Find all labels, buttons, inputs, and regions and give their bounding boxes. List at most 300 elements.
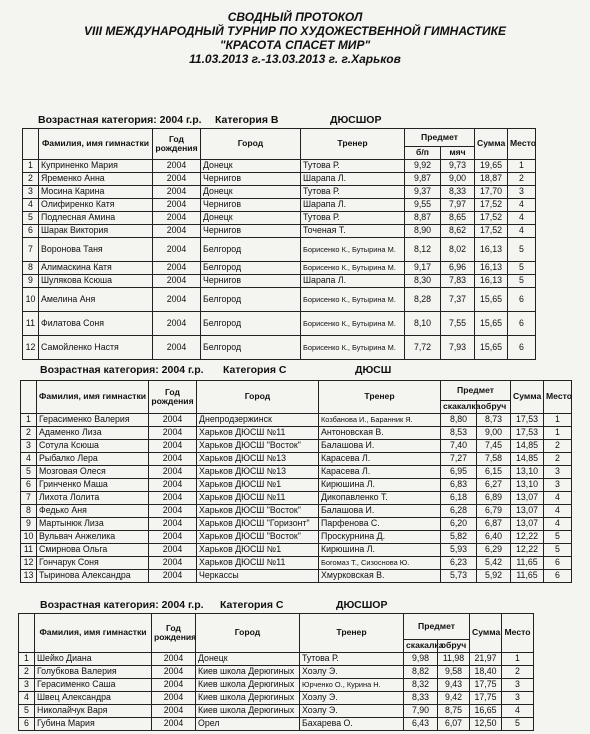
score-apparatus-1: 8,12	[405, 238, 441, 262]
total-score: 13,10	[511, 466, 544, 479]
coach: Кирюшина Л.	[319, 479, 441, 492]
name-header: Фамилия, имя гимнастки	[35, 614, 152, 653]
score-apparatus-2: 6,96	[441, 262, 475, 275]
name-header: Фамилия, имя гимнастки	[39, 129, 153, 160]
place: 2	[544, 440, 572, 453]
place: 4	[502, 705, 534, 718]
gymnast-name: Филатова Соня	[39, 312, 153, 336]
table-row	[23, 275, 536, 288]
birth-year: 2004	[149, 466, 197, 479]
coach: Борисенко К., Бутырина М.	[301, 336, 405, 360]
total-score: 15,65	[475, 336, 508, 360]
coach: Хоэлу Э.	[300, 692, 404, 705]
row-number: 4	[19, 692, 35, 705]
city: Днепродзержинск	[197, 414, 319, 427]
tournament-motto: "КРАСОТА СПАСЕТ МИР"	[219, 38, 371, 52]
total-score: 19,65	[475, 160, 508, 173]
place: 2	[508, 173, 536, 186]
gymnast-name: Олифиренко Катя	[39, 199, 153, 212]
total-score: 13,10	[511, 479, 544, 492]
place: 5	[544, 544, 572, 557]
row-number: 13	[21, 570, 37, 583]
city: Киев школа Дерюгиных	[196, 705, 300, 718]
coach: Шарапа Л.	[301, 275, 405, 288]
birth-year: 2004	[149, 492, 197, 505]
birth-year: 2004	[149, 453, 197, 466]
coach: Тутова Р.	[300, 653, 404, 666]
row-number: 2	[21, 427, 37, 440]
city: Харьков ДЮСШ №13	[197, 453, 319, 466]
gymnast-name: Яременко Анна	[39, 173, 153, 186]
table-row	[21, 479, 572, 492]
birth-year: 2004	[149, 440, 197, 453]
total-score: 16,13	[475, 275, 508, 288]
score-apparatus-2: 7,45	[477, 440, 511, 453]
table-row	[21, 440, 572, 453]
row-number: 10	[21, 531, 37, 544]
total-score: 14,85	[511, 453, 544, 466]
coach: Проскурнина Д.	[319, 531, 441, 544]
coach: Тутова Р.	[301, 160, 405, 173]
score-apparatus-2: 8,02	[441, 238, 475, 262]
city: Харьков ДЮСШ "Восток"	[197, 505, 319, 518]
score-apparatus-1: 6,83	[441, 479, 477, 492]
city: Харьков ДЮСШ №11	[197, 427, 319, 440]
city: Донецк	[201, 212, 301, 225]
category-label: Категория С	[223, 364, 287, 376]
birth-year: 2004	[149, 505, 197, 518]
city-header: Город	[196, 614, 300, 653]
city: Харьков ДЮСШ "Восток"	[197, 531, 319, 544]
coach: Балашова И.	[319, 440, 441, 453]
birth-year: 2004	[153, 336, 201, 360]
coach: Козбанова И., Баранник Я.	[319, 414, 441, 427]
coach: Хоэлу Э.	[300, 666, 404, 679]
apparatus-1-header: скакалка	[441, 401, 477, 414]
city: Киев школа Дерюгиных	[196, 666, 300, 679]
gymnast-name: Куприненко Мария	[39, 160, 153, 173]
birth-year: 2004	[149, 518, 197, 531]
coach: Хмурковская В.	[319, 570, 441, 583]
table-row	[21, 518, 572, 531]
table-row	[23, 288, 536, 312]
score-apparatus-1: 7,72	[405, 336, 441, 360]
birth-year: 2004	[149, 414, 197, 427]
row-number: 5	[21, 466, 37, 479]
row-number: 12	[21, 557, 37, 570]
birth-year: 2004	[152, 705, 196, 718]
place: 1	[502, 653, 534, 666]
score-apparatus-2: 6,15	[477, 466, 511, 479]
total-score: 15,65	[475, 288, 508, 312]
school-type: ДЮСШ	[355, 364, 392, 376]
gymnast-name: Алимаскина Катя	[39, 262, 153, 275]
gymnast-name: Амелина Аня	[39, 288, 153, 312]
birth-year: 2004	[152, 692, 196, 705]
score-apparatus-2: 9,58	[438, 666, 470, 679]
city: Харьков ДЮСШ №11	[197, 557, 319, 570]
coach-header: Тренер	[301, 129, 405, 160]
gymnast-name: Гончарук Соня	[37, 557, 149, 570]
city: Киев школа Дерюгиных	[196, 692, 300, 705]
gymnast-name: Мартынюк Лиза	[37, 518, 149, 531]
score-apparatus-2: 5,42	[477, 557, 511, 570]
row-number: 3	[23, 186, 39, 199]
gymnast-name: Сотула Ксюша	[37, 440, 149, 453]
place: 5	[544, 531, 572, 544]
score-apparatus-1: 7,90	[404, 705, 438, 718]
score-apparatus-2: 7,55	[441, 312, 475, 336]
city: Чернигов	[201, 225, 301, 238]
score-apparatus-1: 8,30	[405, 275, 441, 288]
row-number: 6	[21, 479, 37, 492]
row-number: 1	[23, 160, 39, 173]
score-apparatus-2: 7,83	[441, 275, 475, 288]
place: 2	[544, 453, 572, 466]
place: 5	[508, 275, 536, 288]
birth-year: 2004	[152, 718, 196, 731]
gymnast-name: Мосина Карина	[39, 186, 153, 199]
city: Донецк	[196, 653, 300, 666]
score-apparatus-1: 7,27	[441, 453, 477, 466]
row-number: 7	[23, 238, 39, 262]
place: 3	[502, 692, 534, 705]
birth-year: 2004	[153, 199, 201, 212]
city: Харьков ДЮСШ №1	[197, 479, 319, 492]
total-score: 12,22	[511, 544, 544, 557]
tournament-dates: 11.03.2013 г.-13.03.2013 г. г.Харьков	[189, 52, 401, 66]
gymnast-name: Герасименко Саша	[35, 679, 152, 692]
birth-year: 2004	[153, 275, 201, 288]
birth-year: 2004	[153, 288, 201, 312]
birth-year: 2004	[152, 653, 196, 666]
city: Белгород	[201, 312, 301, 336]
place: 3	[508, 186, 536, 199]
age-category: Возрастная категория: 2004 г.р.	[40, 364, 204, 376]
score-apparatus-2: 6,07	[438, 718, 470, 731]
coach: Борисенко К., Бутырина М.	[301, 288, 405, 312]
coach: Антоновская В.	[319, 427, 441, 440]
apparatus-header: Предмет	[405, 129, 475, 147]
score-apparatus-2: 9,00	[477, 427, 511, 440]
place-header: Место	[544, 381, 572, 414]
total-score: 18,87	[475, 173, 508, 186]
table-row	[23, 212, 536, 225]
gymnast-name: Вульвач Анжелика	[37, 531, 149, 544]
header-row	[21, 381, 572, 401]
row-number: 3	[21, 440, 37, 453]
results-table	[20, 380, 572, 583]
score-apparatus-2: 11,98	[438, 653, 470, 666]
birth-year: 2004	[153, 160, 201, 173]
score-apparatus-2: 8,33	[441, 186, 475, 199]
apparatus-1-header: скакалка	[404, 640, 438, 653]
table-row	[19, 692, 534, 705]
score-apparatus-1: 9,98	[404, 653, 438, 666]
total-score: 13,07	[511, 492, 544, 505]
city: Харьков ДЮСШ №13	[197, 466, 319, 479]
category-label: Категория С	[220, 599, 284, 611]
score-apparatus-1: 8,53	[441, 427, 477, 440]
birth-year: 2004	[153, 173, 201, 186]
coach: Борисенко К., Бутырина М.	[301, 312, 405, 336]
city: Белгород	[201, 336, 301, 360]
place: 3	[544, 479, 572, 492]
sum-header: Сумма	[475, 129, 508, 160]
coach: Кирюшина Л.	[319, 544, 441, 557]
birth-year: 2004	[149, 427, 197, 440]
total-score: 17,52	[475, 199, 508, 212]
school-type: ДЮСШОР	[330, 114, 382, 126]
place: 6	[544, 557, 572, 570]
table-row	[19, 666, 534, 679]
gymnast-name: Тыринова Александра	[37, 570, 149, 583]
gymnast-name: Лихота Лолита	[37, 492, 149, 505]
coach: Хоэлу Э.	[300, 705, 404, 718]
score-apparatus-2: 6,79	[477, 505, 511, 518]
city: Чернигов	[201, 173, 301, 186]
gymnast-name: Шейко Диана	[35, 653, 152, 666]
gymnast-name: Губина Мария	[35, 718, 152, 731]
score-apparatus-1: 8,90	[405, 225, 441, 238]
gymnast-name: Гринченко Маша	[37, 479, 149, 492]
score-apparatus-2: 7,93	[441, 336, 475, 360]
total-score: 16,65	[470, 705, 502, 718]
apparatus-1-header: б/п	[405, 147, 441, 160]
table-row	[19, 718, 534, 731]
sum-header: Сумма	[511, 381, 544, 414]
gymnast-name: Швец Александра	[35, 692, 152, 705]
score-apparatus-1: 8,80	[441, 414, 477, 427]
score-apparatus-1: 6,43	[404, 718, 438, 731]
score-apparatus-2: 6,27	[477, 479, 511, 492]
place: 1	[508, 160, 536, 173]
apparatus-2-header: обруч	[477, 401, 511, 414]
place: 1	[544, 427, 572, 440]
score-apparatus-2: 9,43	[438, 679, 470, 692]
row-number: 4	[23, 199, 39, 212]
apparatus-header: Предмет	[404, 614, 470, 640]
total-score: 17,52	[475, 225, 508, 238]
score-apparatus-1: 5,73	[441, 570, 477, 583]
place: 3	[502, 679, 534, 692]
category-label: Категория В	[215, 114, 279, 126]
city: Орел	[196, 718, 300, 731]
score-apparatus-2: 7,37	[441, 288, 475, 312]
place: 6	[508, 312, 536, 336]
total-score: 17,53	[511, 427, 544, 440]
total-score: 12,22	[511, 531, 544, 544]
city: Донецк	[201, 160, 301, 173]
score-apparatus-2: 5,92	[477, 570, 511, 583]
coach: Бахарева О.	[300, 718, 404, 731]
place: 1	[544, 414, 572, 427]
table-row	[23, 160, 536, 173]
place: 6	[544, 570, 572, 583]
birth-year: 2004	[149, 557, 197, 570]
table-row	[21, 505, 572, 518]
birth-year: 2004	[152, 679, 196, 692]
score-apparatus-1: 5,93	[441, 544, 477, 557]
coach: Балашова И.	[319, 505, 441, 518]
birth-year: 2004	[153, 186, 201, 199]
row-number: 7	[21, 492, 37, 505]
place: 5	[502, 718, 534, 731]
gymnast-name: Адаменко Лиза	[37, 427, 149, 440]
number-header	[23, 129, 39, 160]
table-row	[21, 557, 572, 570]
table-row	[23, 262, 536, 275]
row-number: 1	[21, 414, 37, 427]
total-score: 17,75	[470, 679, 502, 692]
city: Киев школа Дерюгиных	[196, 679, 300, 692]
score-apparatus-1: 6,23	[441, 557, 477, 570]
score-apparatus-1: 6,20	[441, 518, 477, 531]
total-score: 11,65	[511, 557, 544, 570]
coach: Юрченко О., Курина Н.	[300, 679, 404, 692]
table-row	[23, 186, 536, 199]
row-number: 3	[19, 679, 35, 692]
score-apparatus-1: 8,10	[405, 312, 441, 336]
sum-header: Сумма	[470, 614, 502, 653]
total-score: 17,52	[475, 212, 508, 225]
score-apparatus-1: 6,18	[441, 492, 477, 505]
row-number: 1	[19, 653, 35, 666]
city-header: Город	[197, 381, 319, 414]
score-apparatus-1: 8,87	[405, 212, 441, 225]
score-apparatus-2: 8,62	[441, 225, 475, 238]
coach: Тутова Р.	[301, 212, 405, 225]
score-apparatus-1: 8,32	[404, 679, 438, 692]
row-number: 2	[23, 173, 39, 186]
score-apparatus-2: 9,42	[438, 692, 470, 705]
birth-year: 2004	[153, 238, 201, 262]
row-number: 8	[23, 262, 39, 275]
gymnast-name: Федько Аня	[37, 505, 149, 518]
name-header: Фамилия, имя гимнастки	[37, 381, 149, 414]
total-score: 18,40	[470, 666, 502, 679]
total-score: 21,97	[470, 653, 502, 666]
coach: Карасева Л.	[319, 466, 441, 479]
total-score: 17,75	[470, 692, 502, 705]
score-apparatus-2: 8,75	[438, 705, 470, 718]
total-score: 13,07	[511, 505, 544, 518]
score-apparatus-1: 9,37	[405, 186, 441, 199]
place: 4	[544, 505, 572, 518]
coach: Карасева Л.	[319, 453, 441, 466]
apparatus-header: Предмет	[441, 381, 511, 401]
row-number: 11	[23, 312, 39, 336]
city: Харьков ДЮСШ "Горизонт"	[197, 518, 319, 531]
score-apparatus-1: 9,92	[405, 160, 441, 173]
city: Харьков ДЮСШ №11	[197, 492, 319, 505]
score-apparatus-1: 6,28	[441, 505, 477, 518]
coach: Точеная Т.	[301, 225, 405, 238]
gymnast-name: Смирнова Ольга	[37, 544, 149, 557]
table-row	[21, 544, 572, 557]
score-apparatus-2: 8,65	[441, 212, 475, 225]
apparatus-2-header: мяч	[441, 147, 475, 160]
place: 4	[544, 492, 572, 505]
birth-year: 2004	[149, 570, 197, 583]
place: 6	[508, 288, 536, 312]
table-row	[21, 570, 572, 583]
total-score: 17,70	[475, 186, 508, 199]
year-header: Год рождения	[152, 614, 196, 653]
coach: Тутова Р.	[301, 186, 405, 199]
city: Донецк	[201, 186, 301, 199]
score-apparatus-1: 8,82	[404, 666, 438, 679]
age-category: Возрастная категория: 2004 г.р.	[38, 114, 202, 126]
row-number: 11	[21, 544, 37, 557]
row-number: 2	[19, 666, 35, 679]
table-row	[23, 238, 536, 262]
table-row	[21, 466, 572, 479]
gymnast-name: Герасименко Валерия	[37, 414, 149, 427]
table-row	[21, 531, 572, 544]
table-row	[23, 173, 536, 186]
city: Харьков ДЮСШ "Восток"	[197, 440, 319, 453]
score-apparatus-1: 5,82	[441, 531, 477, 544]
city: Чернигов	[201, 199, 301, 212]
total-score: 15,65	[475, 312, 508, 336]
city: Харьков ДЮСШ №1	[197, 544, 319, 557]
total-score: 14,85	[511, 440, 544, 453]
score-apparatus-2: 7,97	[441, 199, 475, 212]
coach: Борисенко К., Бутырина М.	[301, 262, 405, 275]
header-row	[23, 129, 536, 147]
row-number: 12	[23, 336, 39, 360]
birth-year: 2004	[149, 531, 197, 544]
score-apparatus-1: 9,55	[405, 199, 441, 212]
row-number: 9	[23, 275, 39, 288]
table-row	[19, 705, 534, 718]
results-table	[22, 128, 536, 360]
score-apparatus-2: 6,89	[477, 492, 511, 505]
birth-year: 2004	[149, 479, 197, 492]
row-number: 9	[21, 518, 37, 531]
table-row	[23, 199, 536, 212]
coach-header: Тренер	[319, 381, 441, 414]
coach: Борисенко К., Бутырина М.	[301, 238, 405, 262]
place: 2	[502, 666, 534, 679]
year-header: Год рождения	[153, 129, 201, 160]
gymnast-name: Мозговая Олеся	[37, 466, 149, 479]
score-apparatus-1: 9,87	[405, 173, 441, 186]
place: 4	[508, 212, 536, 225]
results-table	[18, 613, 534, 731]
score-apparatus-1: 8,33	[404, 692, 438, 705]
coach: Шарапа Л.	[301, 173, 405, 186]
total-score: 16,13	[475, 238, 508, 262]
row-number: 5	[23, 212, 39, 225]
protocol-header	[0, 10, 590, 66]
table-row	[21, 427, 572, 440]
place: 6	[508, 336, 536, 360]
city: Белгород	[201, 238, 301, 262]
place-header: Место	[508, 129, 536, 160]
age-category: Возрастная категория: 2004 г.р.	[40, 599, 204, 611]
place: 5	[508, 262, 536, 275]
total-score: 13,07	[511, 518, 544, 531]
table-row	[21, 414, 572, 427]
birth-year: 2004	[152, 666, 196, 679]
number-header	[19, 614, 35, 653]
city: Белгород	[201, 288, 301, 312]
total-score: 16,13	[475, 262, 508, 275]
coach-header: Тренер	[300, 614, 404, 653]
score-apparatus-2: 7,58	[477, 453, 511, 466]
